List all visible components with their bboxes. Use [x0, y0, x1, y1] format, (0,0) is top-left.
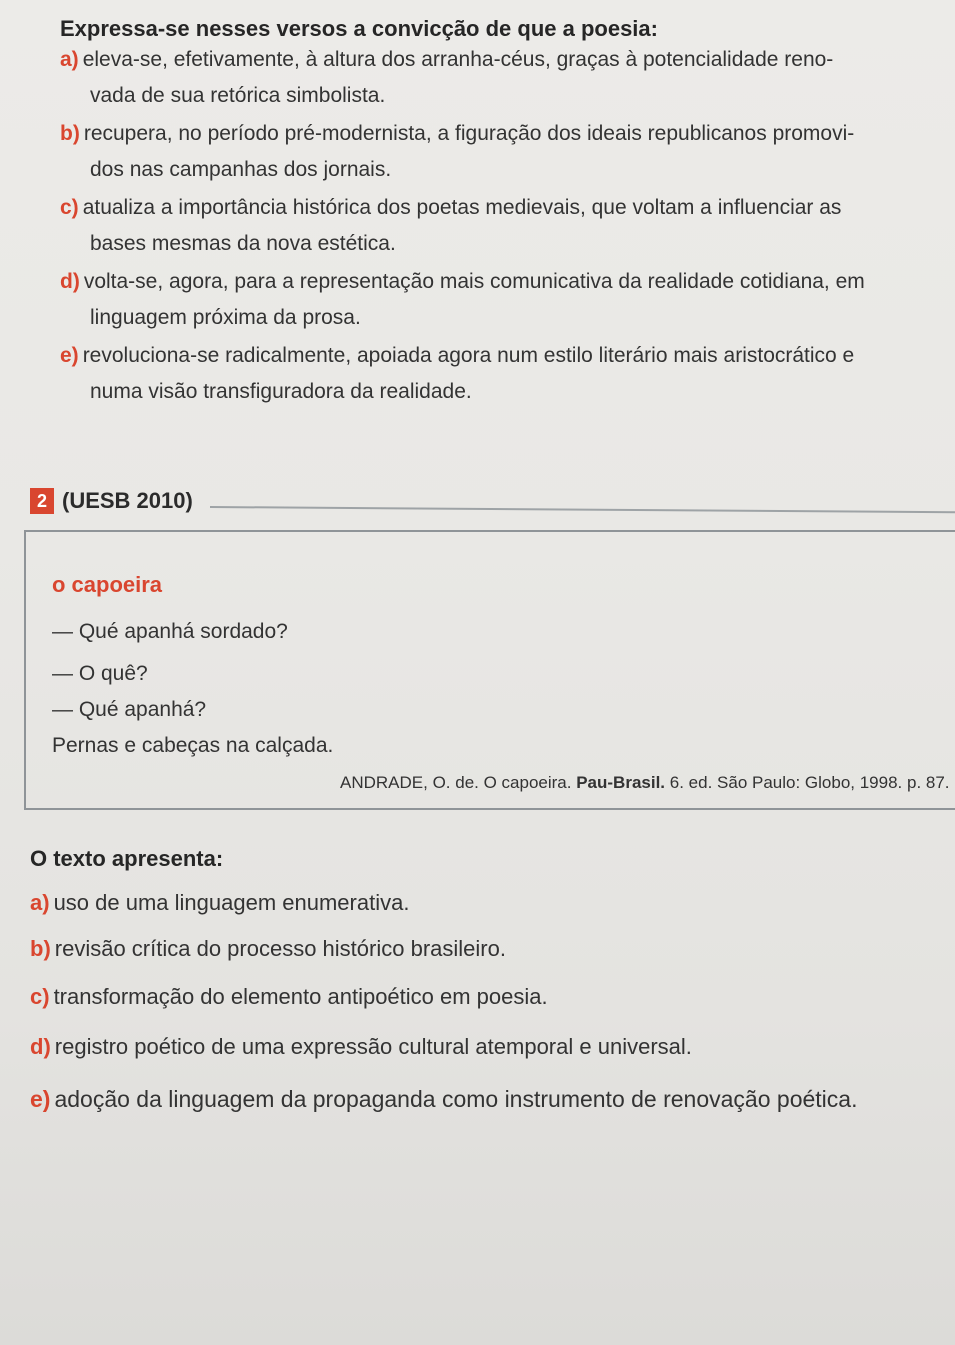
option-text: adoção da linguagem da propaganda como instrumento de renovação poética.	[54, 1086, 858, 1112]
option-text-line2: dos nas campanhas dos jornais.	[90, 157, 392, 181]
question-1-option-a[interactable]	[60, 42, 940, 113]
poem-line: — Qué apanhá?	[52, 698, 207, 721]
option-letter: a)	[60, 48, 79, 71]
question-source: (UESB 2010)	[62, 488, 193, 513]
option-letter: e)	[30, 1086, 51, 1112]
poem-line: Pernas e cabeças na calçada.	[52, 734, 334, 757]
credit-author-title: ANDRADE, O. de. O capoeira.	[340, 773, 572, 792]
question-2-header	[30, 488, 193, 514]
poem-line: — O quê?	[52, 662, 148, 685]
option-text-line2: numa visão transfiguradora da realidade.	[90, 379, 472, 403]
option-letter: d)	[30, 1034, 51, 1059]
question-number-badge: 2	[30, 488, 54, 514]
option-text-line2: linguagem próxima da prosa.	[90, 305, 361, 329]
option-text-line1: revoluciona-se radicalmente, apoiada agora num estilo literário mais aristocrático e	[82, 344, 855, 367]
option-text: registro poético de uma expressão cultural atemporal e universal.	[54, 1034, 692, 1059]
poem-credit	[340, 773, 950, 793]
poem-box	[24, 530, 955, 810]
question-2-option-d[interactable]	[30, 1034, 692, 1060]
question-2-stem: O texto apresenta:	[30, 846, 224, 871]
option-text-line1: atualiza a importância histórica dos poetas medievais, que voltam a influenciar as	[82, 196, 842, 219]
question-2-option-e[interactable]	[30, 1086, 857, 1113]
question-1-option-c[interactable]	[60, 190, 940, 261]
question-2-option-a[interactable]	[30, 890, 409, 916]
option-text-line2: vada de sua retórica simbolista.	[90, 83, 386, 107]
option-text: uso de uma linguagem enumerativa.	[53, 890, 410, 915]
option-letter: c)	[60, 196, 79, 219]
question-2-option-b[interactable]	[30, 936, 506, 962]
question-1-stem: Expressa-se nesses versos a convicção de que a poesia:	[60, 16, 658, 41]
option-letter: a)	[30, 890, 50, 915]
option-text: transformação do elemento antipoético em poesia.	[53, 984, 548, 1009]
option-text-line1: recupera, no período pré-modernista, a figuração dos ideais republicanos promovi-	[83, 122, 855, 145]
poem-title: o capoeira	[52, 572, 163, 597]
credit-book: Pau-Brasil.	[576, 773, 666, 792]
option-letter: e)	[60, 344, 79, 367]
question-1-option-d[interactable]	[60, 264, 940, 335]
option-text: revisão crítica do processo histórico brasileiro.	[54, 936, 506, 961]
question-1-option-b[interactable]	[60, 116, 940, 187]
option-letter: b)	[60, 122, 80, 145]
option-letter: b)	[30, 936, 51, 961]
option-letter: d)	[60, 270, 80, 293]
divider-rule	[210, 506, 955, 513]
option-text-line1: eleva-se, efetivamente, à altura dos arranha-céus, graças à potencialidade reno-	[82, 48, 834, 71]
question-1-option-e[interactable]	[60, 338, 940, 409]
credit-publication: 6. ed. São Paulo: Globo, 1998. p. 87.	[669, 773, 950, 792]
option-letter: c)	[30, 984, 50, 1009]
question-2-option-c[interactable]	[30, 984, 548, 1010]
option-text-line2: bases mesmas da nova estética.	[90, 231, 396, 255]
option-text-line1: volta-se, agora, para a representação mais comunicativa da realidade cotidiana, em	[83, 270, 865, 293]
poem-line: — Qué apanhá sordado?	[52, 620, 288, 643]
